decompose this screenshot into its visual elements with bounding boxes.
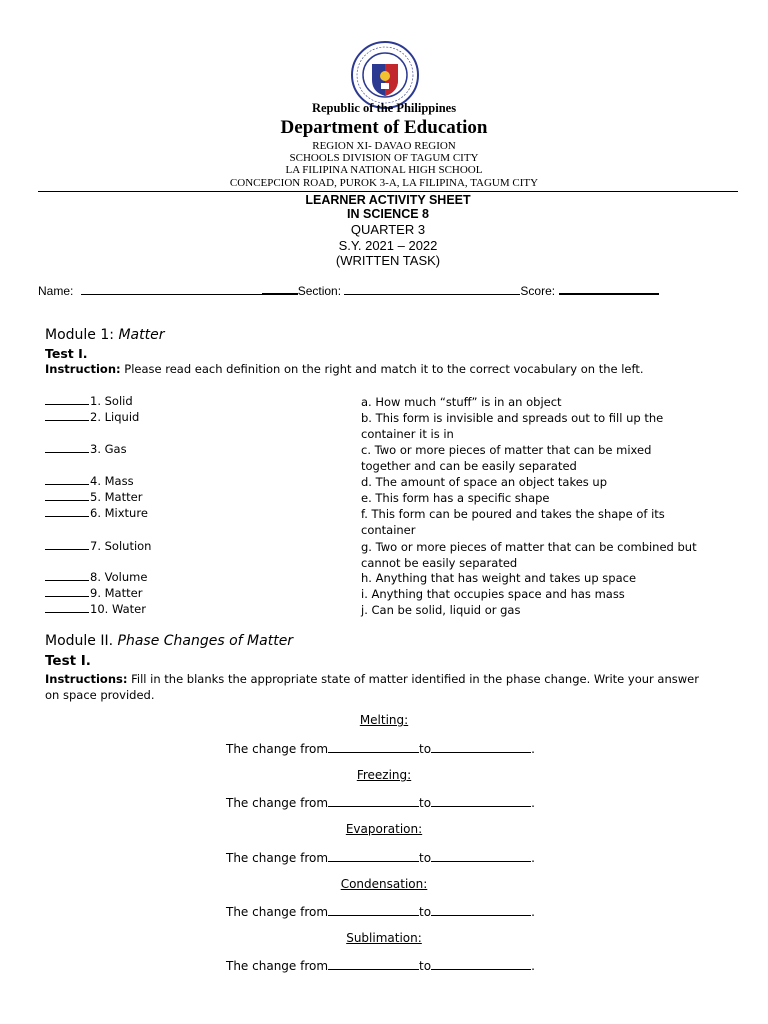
answer-blank[interactable] bbox=[45, 539, 89, 550]
answer-blank[interactable] bbox=[45, 410, 89, 421]
change-mid: to bbox=[419, 851, 432, 865]
change-mid: to bbox=[419, 796, 432, 810]
matching-item bbox=[45, 490, 142, 504]
module1-topic: Matter bbox=[118, 327, 165, 343]
to-blank[interactable] bbox=[431, 958, 531, 970]
change-prefix: The change from bbox=[226, 905, 329, 919]
change-mid: to bbox=[419, 742, 432, 756]
definition-e: e. This form has a specific shape bbox=[361, 491, 550, 505]
module1-prefix: Module 1: bbox=[45, 327, 119, 343]
change-prefix: The change from bbox=[226, 742, 329, 756]
matching-item bbox=[45, 602, 146, 616]
instruction-label: Instructions: bbox=[45, 672, 128, 686]
module2-heading bbox=[45, 633, 293, 649]
instruction-text: Please read each definition on the right and match it to the correct vocabulary on the left. bbox=[120, 362, 644, 376]
item-label: 9. Matter bbox=[90, 586, 143, 600]
module2-test-label: Test I. bbox=[45, 653, 91, 669]
matching-item bbox=[45, 394, 133, 408]
to-blank[interactable] bbox=[431, 741, 531, 753]
item-label: 7. Solution bbox=[90, 539, 152, 553]
task-type-label: (WRITTEN TASK) bbox=[335, 253, 441, 268]
change-prefix: The change from bbox=[226, 959, 329, 973]
matching-item bbox=[45, 570, 147, 584]
definition-i: i. Anything that occupies space and has mass bbox=[361, 587, 625, 601]
matching-item bbox=[45, 410, 139, 424]
answer-blank[interactable] bbox=[45, 474, 89, 485]
matching-item bbox=[45, 586, 142, 600]
definition-f: f. This form can be poured and takes the shape of its container bbox=[361, 507, 665, 537]
matching-item bbox=[45, 442, 127, 456]
region-line: REGION XI- DAVAO REGION bbox=[312, 140, 456, 152]
change-end: . bbox=[531, 851, 535, 865]
from-blank[interactable] bbox=[328, 795, 419, 807]
phase-title-sublimation: Sublimation: bbox=[346, 931, 422, 945]
item-label: 4. Mass bbox=[90, 474, 134, 488]
address-line: CONCEPCION ROAD, PUROK 3-A, LA FILIPINA, TAGUM CITY bbox=[229, 177, 539, 189]
change-end: . bbox=[531, 796, 535, 810]
from-blank[interactable] bbox=[328, 741, 419, 753]
school-line: LA FILIPINA NATIONAL HIGH SCHOOL bbox=[285, 164, 483, 176]
from-blank[interactable] bbox=[328, 904, 419, 916]
change-end: . bbox=[531, 959, 535, 973]
answer-blank[interactable] bbox=[45, 602, 89, 613]
phase-title-evaporation: Evaporation: bbox=[345, 822, 423, 836]
matching-item bbox=[45, 506, 148, 520]
change-prefix: The change from bbox=[226, 796, 329, 810]
item-label: 6. Mixture bbox=[90, 506, 148, 520]
to-blank[interactable] bbox=[431, 795, 531, 807]
to-blank[interactable] bbox=[431, 904, 531, 916]
item-label: 8. Volume bbox=[90, 570, 148, 584]
answer-blank[interactable] bbox=[45, 586, 89, 597]
matching-item bbox=[45, 539, 151, 553]
division-line: SCHOOLS DIVISION OF TAGUM CITY bbox=[289, 152, 479, 164]
item-label: 1. Solid bbox=[90, 394, 133, 408]
deped-seal-logo bbox=[350, 40, 420, 110]
answer-blank[interactable] bbox=[45, 394, 89, 405]
department-heading: Department of Education bbox=[280, 117, 488, 138]
section-field[interactable] bbox=[344, 283, 520, 295]
change-mid: to bbox=[419, 905, 432, 919]
definition-h: h. Anything that has weight and takes up space bbox=[361, 571, 637, 585]
instruction-text: Fill in the blanks the appropriate state of matter identified in the phase change. Write your answer on space provided. bbox=[45, 672, 699, 702]
subject-title: IN SCIENCE 8 bbox=[347, 207, 429, 221]
score-label: Score: bbox=[520, 284, 556, 298]
section-label: Section: bbox=[297, 284, 342, 298]
quarter-label: QUARTER 3 bbox=[350, 222, 426, 237]
phase-answer-line bbox=[226, 850, 535, 865]
phase-answer-line bbox=[226, 958, 535, 973]
school-year-label: S.Y. 2021 – 2022 bbox=[338, 238, 438, 253]
definition-j: j. Can be solid, liquid or gas bbox=[361, 603, 521, 617]
name-field[interactable] bbox=[81, 283, 262, 295]
module1-test-label: Test I. bbox=[45, 346, 88, 361]
definition-g: g. Two or more pieces of matter that can be combined but cannot be easily separated bbox=[361, 540, 697, 570]
change-mid: to bbox=[419, 959, 432, 973]
module1-instruction bbox=[45, 361, 725, 377]
change-prefix: The change from bbox=[226, 851, 329, 865]
answer-blank[interactable] bbox=[45, 506, 89, 517]
to-blank[interactable] bbox=[431, 850, 531, 862]
student-info-row bbox=[38, 282, 659, 298]
sheet-title: LEARNER ACTIVITY SHEET bbox=[305, 193, 471, 207]
definition-c: c. Two or more pieces of matter that can be mixed together and can be easily separated bbox=[361, 443, 652, 473]
answer-blank[interactable] bbox=[45, 490, 89, 501]
from-blank[interactable] bbox=[328, 850, 419, 862]
module1-heading bbox=[45, 327, 164, 343]
module2-instruction bbox=[45, 671, 705, 703]
change-end: . bbox=[531, 905, 535, 919]
answer-blank[interactable] bbox=[45, 570, 89, 581]
from-blank[interactable] bbox=[328, 958, 419, 970]
change-end: . bbox=[531, 742, 535, 756]
item-label: 3. Gas bbox=[90, 442, 127, 456]
answer-blank[interactable] bbox=[45, 442, 89, 453]
phase-answer-line bbox=[226, 795, 535, 810]
definition-a: a. How much “stuff” is in an object bbox=[361, 395, 562, 409]
module2-topic: Phase Changes of Matter bbox=[117, 633, 294, 649]
phase-title-melting: Melting: bbox=[359, 713, 409, 727]
item-label: 10. Water bbox=[90, 602, 146, 616]
module2-prefix: Module II. bbox=[45, 633, 118, 649]
republic-heading: Republic of the Philippines bbox=[311, 101, 457, 115]
phase-title-condensation: Condensation: bbox=[340, 877, 428, 891]
instruction-label: Instruction: bbox=[45, 362, 121, 376]
item-label: 2. Liquid bbox=[90, 410, 140, 424]
item-label: 5. Matter bbox=[90, 490, 143, 504]
header-divider bbox=[38, 191, 738, 192]
definition-d: d. The amount of space an object takes up bbox=[361, 475, 608, 489]
phase-answer-line bbox=[226, 904, 535, 919]
definition-b: b. This form is invisible and spreads out to fill up the container it is in bbox=[361, 411, 664, 441]
phase-answer-line bbox=[226, 741, 535, 756]
matching-item bbox=[45, 474, 134, 488]
name-field-extension bbox=[262, 282, 298, 295]
score-field[interactable] bbox=[559, 282, 659, 295]
name-label: Name: bbox=[38, 284, 74, 298]
phase-title-freezing: Freezing: bbox=[356, 768, 412, 782]
